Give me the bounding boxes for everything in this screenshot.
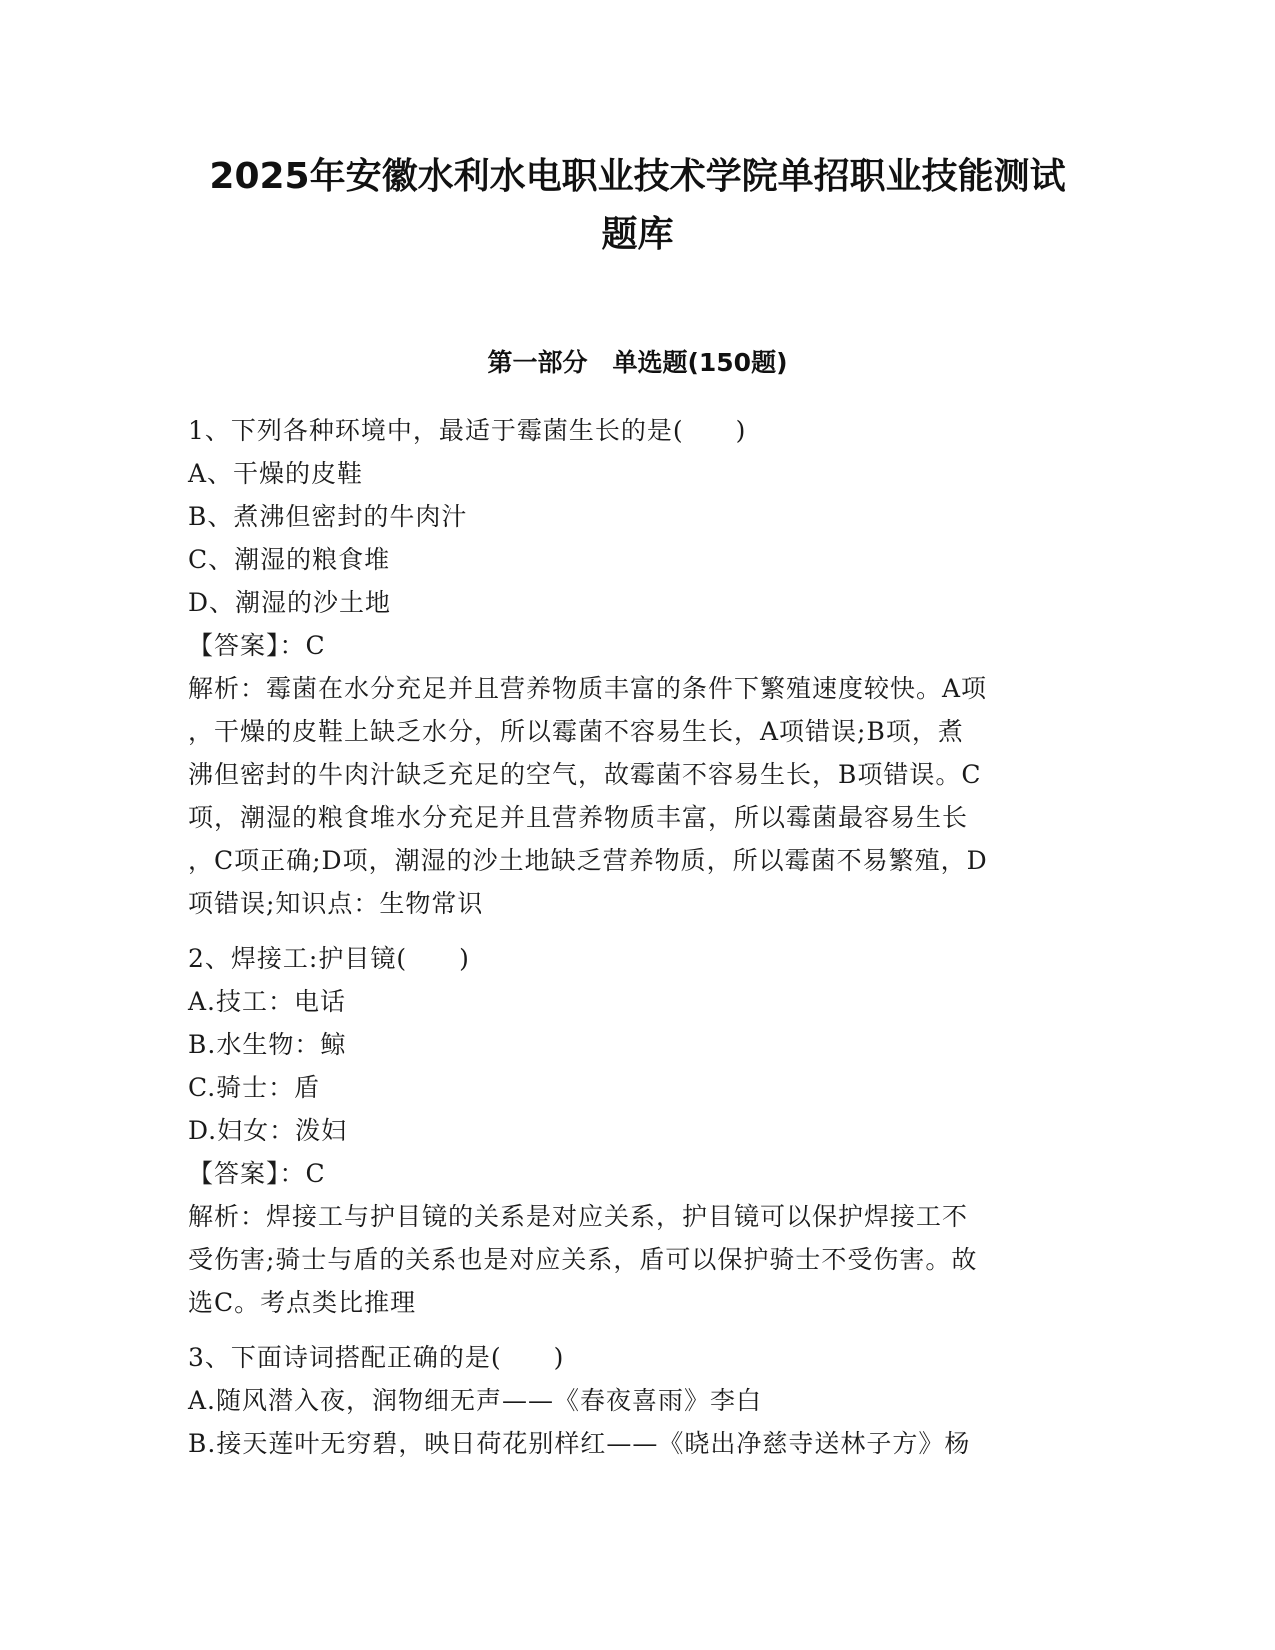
option-a: A.随风潜入夜，润物细无声——《春夜喜雨》李白 <box>188 1386 763 1415</box>
question-list <box>188 409 1088 1477</box>
explanation-line: 解析：霉菌在水分充足并且营养物质丰富的条件下繁殖速度较快。A项 <box>188 674 988 703</box>
explanation-line: 项错误;知识点：生物常识 <box>188 889 484 918</box>
question-3 <box>188 1336 1088 1465</box>
question-stem: 2、焊接工:护目镜( ) <box>188 944 470 973</box>
option-a: A、干燥的皮鞋 <box>188 459 364 488</box>
answer-line: 【答案】：C <box>188 1159 326 1188</box>
option-d: D.妇女：泼妇 <box>188 1116 348 1145</box>
title-line-2: 题库 <box>601 214 674 255</box>
option-b: B.接天莲叶无穷碧，映日荷花别样红——《晓出净慈寺送林子方》杨 <box>188 1429 971 1458</box>
explanation-line: 受伤害;骑士与盾的关系也是对应关系，盾可以保护骑士不受伤害。故 <box>188 1245 978 1274</box>
title-line-1: 2025年安徽水利水电职业技术学院单招职业技能测试 <box>209 156 1066 197</box>
question-stem: 3、下面诗词搭配正确的是( ) <box>188 1343 565 1372</box>
option-c: C、潮湿的粮食堆 <box>188 545 391 574</box>
option-d: D、潮湿的沙土地 <box>188 588 392 617</box>
option-c: C.骑士：盾 <box>188 1073 321 1102</box>
explanation-line: 选C。考点类比推理 <box>188 1288 417 1317</box>
option-b: B、煮沸但密封的牛肉汁 <box>188 502 468 531</box>
answer-line: 【答案】：C <box>188 631 326 660</box>
option-b: B.水生物：鲸 <box>188 1030 347 1059</box>
question-stem: 1、下列各种环境中，最适于霉菌生长的是( ) <box>188 416 747 445</box>
option-a: A.技工：电话 <box>188 987 347 1016</box>
explanation-line: 解析：焊接工与护目镜的关系是对应关系，护目镜可以保护焊接工不 <box>188 1202 969 1231</box>
explanation-line: 沸但密封的牛肉汁缺乏充足的空气，故霉菌不容易生长，B项错误。C <box>188 760 982 789</box>
document-title <box>120 148 1155 264</box>
question-1 <box>188 409 1088 925</box>
explanation-line: ，干燥的皮鞋上缺乏水分，所以霉菌不容易生长，A项错误;B项，煮 <box>188 717 964 746</box>
explanation-line: 项，潮湿的粮食堆水分充足并且营养物质丰富，所以霉菌最容易生长 <box>188 803 969 832</box>
explanation-line: ，C项正确;D项，潮湿的沙土地缺乏营养物质，所以霉菌不易繁殖，D <box>188 846 988 875</box>
question-2 <box>188 937 1088 1324</box>
section-title: 第一部分 单选题(150题) <box>487 348 788 377</box>
